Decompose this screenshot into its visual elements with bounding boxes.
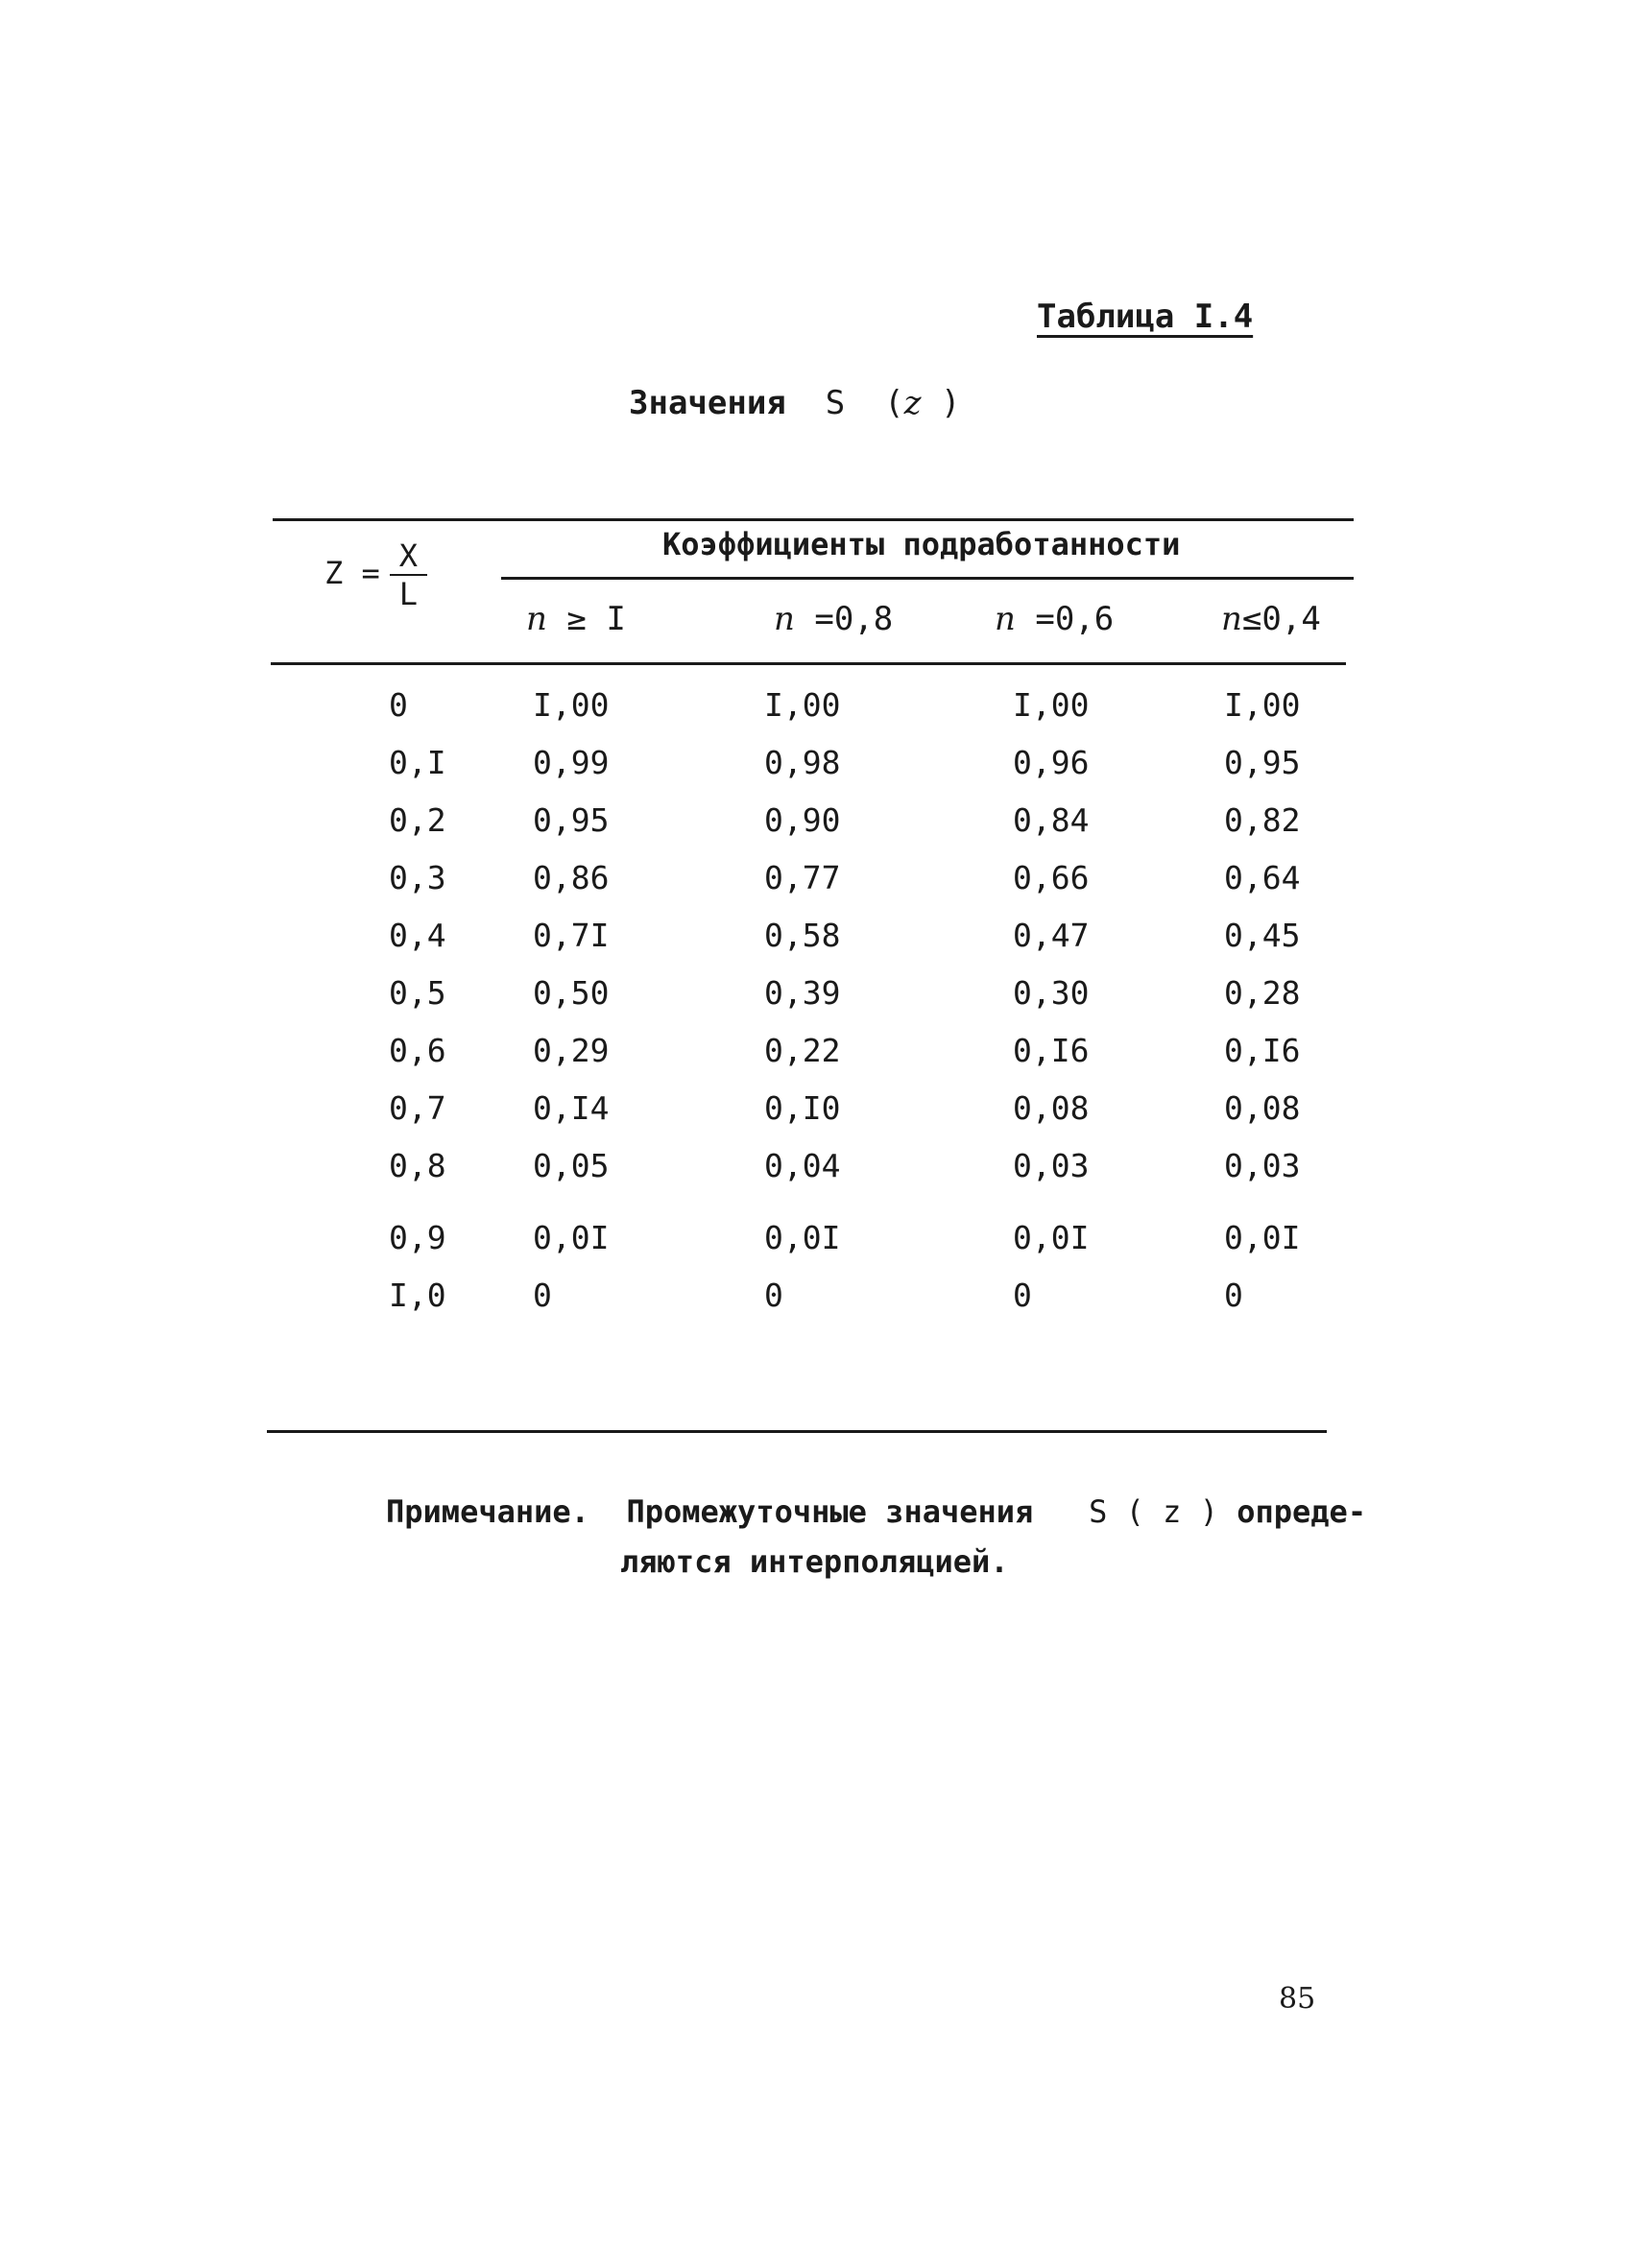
table-cell: 0 bbox=[1013, 1277, 1032, 1314]
table-cell: 0,22 bbox=[764, 1032, 841, 1069]
table-cell: 0,96 bbox=[1013, 744, 1090, 781]
note-symbol: S ( z ) bbox=[1089, 1493, 1218, 1530]
header-bottom-rule bbox=[271, 662, 1346, 665]
z-value-cell: 0 bbox=[389, 686, 408, 724]
note-continuation bbox=[620, 1538, 1009, 1586]
table-cell: 0,7I bbox=[533, 917, 610, 954]
title-arg: z bbox=[903, 384, 922, 422]
table-cell: 0 bbox=[764, 1277, 783, 1314]
coefficients-group-header: Коэффициенты подработанности bbox=[662, 526, 1181, 562]
table-cell: 0 bbox=[1224, 1277, 1243, 1314]
table-cell: 0,08 bbox=[1224, 1089, 1301, 1127]
table-cell: 0,I0 bbox=[764, 1089, 841, 1127]
title-arg-close: ) bbox=[941, 384, 961, 422]
z-numerator: X bbox=[390, 537, 427, 576]
column-header-1 bbox=[526, 600, 626, 638]
z-definition bbox=[324, 537, 427, 612]
group-rule bbox=[501, 577, 1354, 580]
column-cond: ≥ I bbox=[546, 600, 626, 638]
table-title bbox=[629, 384, 961, 422]
column-var: n bbox=[774, 600, 795, 638]
title-arg-open: ( bbox=[884, 384, 904, 422]
table-cell: 0,39 bbox=[764, 974, 841, 1012]
table-cell: 0,04 bbox=[764, 1147, 841, 1184]
table-cell: 0,0I bbox=[1013, 1219, 1090, 1256]
table-cell: 0,84 bbox=[1013, 801, 1090, 839]
z-fraction bbox=[390, 537, 427, 612]
table-cell: 0,I6 bbox=[1224, 1032, 1301, 1069]
table-cell: 0,95 bbox=[533, 801, 610, 839]
note-label: Примечание. bbox=[386, 1493, 589, 1530]
title-text: Значения bbox=[629, 384, 786, 422]
column-var: n bbox=[526, 600, 547, 638]
table-cell: 0,0I bbox=[764, 1219, 841, 1256]
note-line1-end: опреде- bbox=[1237, 1493, 1367, 1530]
column-cond: =0,6 bbox=[1015, 600, 1115, 638]
title-symbol: S bbox=[825, 384, 846, 422]
table-cell: 0,47 bbox=[1013, 917, 1090, 954]
table-cell: 0,08 bbox=[1013, 1089, 1090, 1127]
z-value-cell: 0,3 bbox=[389, 859, 446, 896]
table-cell: 0,I4 bbox=[533, 1089, 610, 1127]
column-header-2 bbox=[774, 600, 893, 638]
z-value-cell: 0,6 bbox=[389, 1032, 446, 1069]
column-cond: ≤0,4 bbox=[1241, 600, 1321, 638]
table-cell: 0,66 bbox=[1013, 859, 1090, 896]
note-text: Промежуточные значения bbox=[626, 1493, 1034, 1530]
table-cell: 0,95 bbox=[1224, 744, 1301, 781]
z-denominator: L bbox=[398, 576, 419, 612]
z-value-cell: 0,8 bbox=[389, 1147, 446, 1184]
column-var: n bbox=[1221, 600, 1242, 638]
table-cell: 0,0I bbox=[1224, 1219, 1301, 1256]
z-lhs: Z = bbox=[324, 555, 380, 591]
z-value-cell: 0,5 bbox=[389, 974, 446, 1012]
table-label: Таблица I.4 bbox=[1037, 298, 1254, 336]
table-cell: 0,0I bbox=[533, 1219, 610, 1256]
note-line2: ляются интерполяцией. bbox=[620, 1543, 1009, 1580]
z-value-cell: 0,4 bbox=[389, 917, 446, 954]
table-cell: 0,90 bbox=[764, 801, 841, 839]
column-var: n bbox=[995, 600, 1016, 638]
z-value-cell: 0,7 bbox=[389, 1089, 446, 1127]
note bbox=[386, 1488, 1366, 1536]
column-header-3 bbox=[995, 600, 1114, 638]
table-cell: 0,50 bbox=[533, 974, 610, 1012]
table-cell: 0,82 bbox=[1224, 801, 1301, 839]
table-cell: 0,77 bbox=[764, 859, 841, 896]
table-cell: 0,29 bbox=[533, 1032, 610, 1069]
table-cell: 0,05 bbox=[533, 1147, 610, 1184]
z-value-cell: I,0 bbox=[389, 1277, 446, 1314]
table-bottom-rule bbox=[267, 1430, 1327, 1433]
table-top-rule bbox=[273, 518, 1354, 521]
table-cell: 0,64 bbox=[1224, 859, 1301, 896]
table-cell: 0,86 bbox=[533, 859, 610, 896]
table-cell: 0,45 bbox=[1224, 917, 1301, 954]
table-cell: 0 bbox=[533, 1277, 552, 1314]
table-cell: 0,30 bbox=[1013, 974, 1090, 1012]
column-cond: =0,8 bbox=[794, 600, 894, 638]
table-cell: 0,98 bbox=[764, 744, 841, 781]
z-value-cell: 0,2 bbox=[389, 801, 446, 839]
table-cell: I,00 bbox=[764, 686, 841, 724]
table-cell: I,00 bbox=[533, 686, 610, 724]
table-cell: I,00 bbox=[1013, 686, 1090, 724]
table-cell: 0,03 bbox=[1224, 1147, 1301, 1184]
table-cell: 0,28 bbox=[1224, 974, 1301, 1012]
table-cell: 0,I6 bbox=[1013, 1032, 1090, 1069]
table-cell: 0,03 bbox=[1013, 1147, 1090, 1184]
page-number: 85 bbox=[1279, 1982, 1316, 2016]
z-value-cell: 0,9 bbox=[389, 1219, 446, 1256]
column-header-4 bbox=[1221, 600, 1321, 638]
table-cell: I,00 bbox=[1224, 686, 1301, 724]
table-cell: 0,99 bbox=[533, 744, 610, 781]
z-value-cell: 0,I bbox=[389, 744, 446, 781]
table-cell: 0,58 bbox=[764, 917, 841, 954]
